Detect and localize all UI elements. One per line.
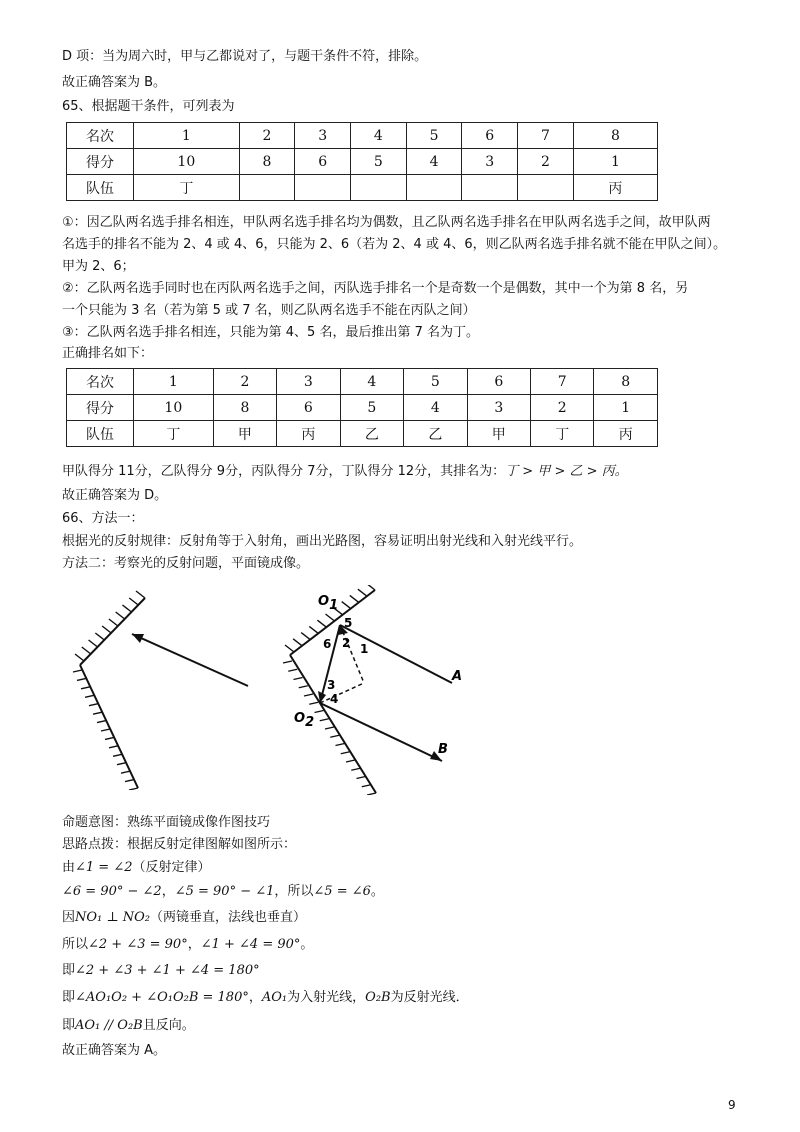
label-b: B [438,742,448,757]
table-cell: 5 [351,149,407,175]
text-segment: 由 [62,860,76,875]
table-row-score [67,149,658,175]
text-segment: ， [187,937,201,952]
table-cell [518,175,574,201]
label-o1: O1 [318,594,339,613]
ranking-table-initial [66,122,658,201]
mirror-hatching [75,591,145,661]
text-segment: ， [161,884,175,899]
label-a: A [452,669,463,684]
table-cell: 6 [467,369,530,395]
hatch-tick [117,763,126,765]
table-cell [351,175,407,201]
hatch-tick [75,654,84,661]
table-row-team [67,175,658,201]
table-cell: 10 [134,149,240,175]
hatch-tick [89,704,98,706]
text-line: 故正确答案为 B。 [62,75,167,90]
table-row-rank [67,123,658,149]
table-row-team [67,421,658,447]
hatch-tick [367,793,376,795]
text-line: 方法二：考察光的反射问题，平面镜成像。 [62,556,310,571]
hatch-tick [336,744,345,746]
table-cell: 8 [573,123,657,149]
ranking-table-final [66,368,658,447]
hatch-tick [350,595,359,602]
table-cell: 乙 [340,421,403,447]
ranking-formula: 丁 > 甲 > 乙 > 丙。 [505,464,628,479]
hatch-tick [122,605,131,612]
page-number: 9 [728,1098,736,1112]
hatch-tick [89,640,98,647]
table-cell [295,175,351,201]
hatch-tick [294,678,303,680]
hatch-tick [81,687,90,689]
text-segment: 即 [62,1018,76,1033]
table-cell: 2 [239,123,295,149]
hatch-tick [309,702,318,704]
text-line: ①：因乙队两名选手排名相连，甲队两名选手排名均为偶数，且乙队两名选手排名在甲队两名选手之间，故甲队两 [62,215,711,230]
text-line [62,859,211,877]
text-segment: 因 [62,910,76,925]
table-cell: 8 [239,149,295,175]
hatch-tick [95,633,104,640]
table-cell: 1 [573,149,657,175]
formula: NO₁ ⊥ NO₂ [75,910,150,925]
hatch-tick [317,620,326,627]
table-cell: 3 [295,123,351,149]
text-segment: （两镜垂直，法线也垂直） [150,910,307,925]
hatch-tick [299,686,308,688]
text-line: 66、方法一： [62,511,144,526]
hatch-tick [285,645,294,652]
text-segment: ，所以 [274,884,314,899]
hatch-tick [101,729,110,731]
table-cell [462,175,518,201]
table-cell: 4 [406,149,462,175]
formula: AO₁ // O₂B [75,1018,143,1033]
formula: O₂B [365,990,391,1005]
table-cell: 3 [467,395,530,421]
hatch-tick [97,721,106,723]
hatch-tick [315,711,324,713]
hatch-tick [326,614,335,621]
table-cell [239,175,295,201]
formula: AO₁ [261,990,288,1005]
text-line [62,1017,195,1035]
table-cell: 8 [594,369,658,395]
text-line: 命题意图：熟练平面镜成像作图技巧 [62,815,271,830]
label-o2: O2 [294,711,315,730]
formula: ∠AO₁O₂ + ∠O₁O₂B = 180° [75,990,249,1005]
table-header: 队伍 [67,175,134,201]
angle-label: 4 [330,692,339,706]
hatch-tick [121,771,130,773]
formula: ∠5 = 90° − ∠1 [174,884,275,899]
table-cell: 甲 [213,421,276,447]
text-line [62,989,469,1007]
hatch-tick [77,678,86,680]
text-line: 65、根据题干条件，可列表为 [62,99,235,114]
table-cell: 10 [134,395,214,421]
hatch-tick [309,626,318,633]
hatch-tick [304,694,313,696]
formula: ∠2 + ∠3 = 90° [88,937,188,952]
mirror-diagram-left [70,590,270,790]
table-cell: 丙 [277,421,340,447]
angle-label: 5 [344,616,353,630]
ray-a-to-o1 [340,625,452,683]
table-cell: 丁 [531,421,594,447]
hatch-tick [73,670,82,672]
hatch-tick [125,780,134,782]
text-segment: ， [248,990,262,1005]
hatch-tick [342,602,351,609]
formula: ∠1 = ∠2 [75,860,133,875]
table-cell: 丙 [573,175,657,201]
hatch-tick [341,752,350,754]
text-segment: 。 [300,937,314,952]
hatch-tick [283,661,292,663]
table-header: 得分 [67,149,134,175]
text-segment: 即 [62,990,76,1005]
angle-label: 3 [327,678,336,692]
hatch-tick [325,727,334,729]
table-cell: 8 [213,395,276,421]
incident-ray [132,634,248,686]
table-header: 名次 [67,369,134,395]
text-line: 一个只能为 3 名（若为第 5 或 7 名，则乙队两名选手不能在丙队之间） [62,303,476,318]
angle-label: 6 [323,637,332,651]
hatch-tick [116,612,125,619]
mirror-diagram-right [280,585,480,795]
table-header: 队伍 [67,421,134,447]
table-cell: 3 [277,369,340,395]
table-cell: 丁 [134,175,240,201]
text-segment: 为反射光线． [390,990,469,1005]
hatch-tick [366,585,375,590]
hatch-tick [357,777,366,779]
formula: ∠6 = 90° − ∠2 [62,884,162,899]
text-segment: 即 [62,963,76,978]
mirror-upper [80,598,145,665]
table-cell: 7 [518,123,574,149]
hatch-tick [320,719,329,721]
table-cell: 4 [340,369,403,395]
table-cell: 6 [295,149,351,175]
text-segment: （反射定律） [132,860,211,875]
table-row-rank [67,369,658,395]
hatch-tick [129,788,138,790]
text-line: 思路点拨：根据反射定律图解如图所示： [62,837,297,852]
text-line [62,463,628,481]
table-cell: 2 [518,149,574,175]
text-line [62,909,306,927]
hatch-tick [102,626,111,633]
table-cell: 6 [277,395,340,421]
table-cell [406,175,462,201]
table-cell: 1 [134,123,240,149]
hatch-tick [293,639,302,646]
mirror-lower [80,665,138,788]
table-cell: 甲 [467,421,530,447]
hatch-tick [136,591,145,598]
text-line: ②：乙队两名选手同时也在丙队两名选手之间，丙队选手排名一个是奇数一个是偶数，其中一个为第 8 名，另 [62,281,689,296]
table-header: 得分 [67,395,134,421]
hatch-tick [346,760,355,762]
table-cell: 1 [134,369,214,395]
table-header: 名次 [67,123,134,149]
angle-label: 1 [360,642,369,656]
table-cell: 1 [594,395,658,421]
table-cell: 5 [404,369,467,395]
table-cell: 丁 [134,421,214,447]
hatch-tick [109,746,118,748]
text-segment: 为入射光线， [287,990,366,1005]
text-line: 故正确答案为 D。 [62,488,168,503]
angle-label: 2 [342,636,351,650]
table-cell: 7 [531,369,594,395]
text-line: ③：乙队两名选手排名相连，只能为第 4、5 名，最后推出第 7 名为丁。 [62,325,479,340]
hatch-tick [362,785,371,787]
text-line: 甲为 2、6； [62,259,135,274]
hatch-tick [288,669,297,671]
table-cell: 5 [340,395,403,421]
table-row-score [67,395,658,421]
formula: ∠1 + ∠4 = 90° [200,937,301,952]
hatch-tick [330,735,339,737]
text-segment: 。 [370,884,384,899]
table-cell: 乙 [404,421,467,447]
table-cell: 2 [213,369,276,395]
text-line [62,962,260,980]
hatch-tick [351,768,360,770]
table-cell: 丙 [594,421,658,447]
table-cell: 2 [531,395,594,421]
table-cell: 4 [404,395,467,421]
text-line: 正确排名如下： [62,346,154,361]
text-segment: 甲队得分 11分，乙队得分 9分，丙队得分 7分，丁队得分 12分，其排名为： [62,464,506,479]
text-line [62,883,384,901]
hatch-tick [105,737,114,739]
hatch-tick [82,647,91,654]
hatch-tick [129,598,138,605]
table-cell: 6 [462,123,518,149]
hatch-tick [358,589,367,596]
hatch-tick [109,619,118,626]
table-cell: 4 [351,123,407,149]
formula: ∠2 + ∠3 + ∠1 + ∠4 = 180° [75,963,260,978]
hatch-tick [301,633,310,640]
mirror-hatching [73,670,138,790]
text-segment: 且反向。 [142,1018,195,1033]
text-line: 根据光的反射规律：反射角等于入射角，画出光路图，容易证明出射光线和入射光线平行。 [62,534,583,549]
table-cell: 3 [462,149,518,175]
formula: ∠5 = ∠6 [313,884,371,899]
text-line: D 项：当为周六时，甲与乙都说对了，与题干条件不符，排除。 [62,49,428,64]
text-line [62,936,313,954]
text-line: 名选手的排名不能为 2、4 或 4、6，只能为 2、6（若为 2、4 或 4、6，则乙队两名选手排名就不能在甲队之间）。 [62,237,727,252]
text-segment: 所以 [62,937,89,952]
table-cell: 5 [406,123,462,149]
hatch-tick [93,712,102,714]
hatch-tick [85,695,94,697]
hatch-tick [113,754,122,756]
text-line: 故正确答案为 A。 [62,1043,167,1058]
